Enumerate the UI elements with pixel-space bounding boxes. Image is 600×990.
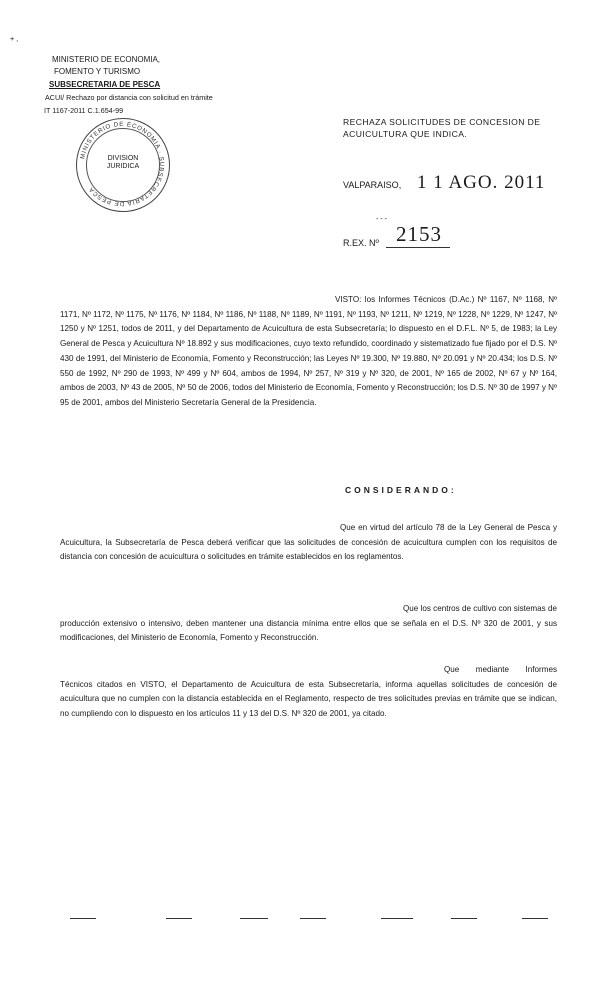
considerando-heading: CONSIDERANDO: <box>345 485 457 495</box>
considerando-paragraph-1: Que en virtud del artículo 78 de la Ley General de Pesca y Acuicultura, la Subsecretaría de Pesca deberá verificar que las solicitudes de concesión de acuicultura cumplen con los requisitos de distancia con concesión de acuicultura o solicitudes en trámite establecidos en los reglamentos. <box>60 523 557 562</box>
signature-line-6 <box>451 918 477 919</box>
subject-line-2: ACUICULTURA QUE INDICA. <box>343 129 468 139</box>
ministry-line-2: FOMENTO Y TURISMO <box>54 67 141 76</box>
considerando-paragraph-2: Que los centros de cultivo con sistemas de producción extensivo o intensivo, deben mantener una distancia mínima entre ellos que se señala en el D.S. Nº 320 de 2001, y sus modificaciones, del Ministerio de Economía, Fomento y Reconstrucción. <box>60 604 557 643</box>
ministry-line-1: MINISTERIO DE ECONOMIA, <box>52 55 161 64</box>
considerando-paragraph-3: Que mediante Informes Técnicos citados en VISTO, el Departamento de Acuicultura de esta Subsecretaría, informa aquellas solicitudes de concesión de acuicultura que no cumplen con la distancia establecida en el Reglamento, respecto de tres solicitudes previas en trámite que se indican, no cumpliendo con lo dispuesto en los artículos 11 y 13 del D.S. Nº 320 de 2001, ya citado. <box>60 665 557 719</box>
signature-line-1 <box>70 918 96 919</box>
signature-line-5 <box>381 918 413 919</box>
resolution-subject <box>343 116 558 140</box>
signature-line-2 <box>166 918 192 919</box>
acui-reference: ACUI/ Rechazo por distancia con solicitud en trámite <box>45 93 213 102</box>
signature-line-3 <box>240 918 268 919</box>
rex-label: R.EX. Nº <box>343 238 379 248</box>
division-juridica-stamp <box>76 118 170 212</box>
rex-underline <box>386 247 450 248</box>
visto-paragraph: VISTO: los Informes Técnicos (D.Ac.) Nº 1167, Nº 1168, Nº 1171, Nº 1172, Nº 1175, Nº 1176, Nº 1184, Nº 1186, Nº 1188, Nº 1189, Nº 1191, Nº 1193, Nº 1211, Nº 1219, Nº 1228, Nº 1229, Nº 1247, Nº 1250 y Nº 1251, todos de 2011, y del Departamento de Acuicultura de esta Subsecretaría; lo dispuesto en el D.F.L. Nº 5, de 1983; la Ley General de Pesca y Acuicultura Nº 18.892 y sus modificaciones, cuyo texto refundido, coordinado y sistematizado fue fijado por el D.S. Nº 430 de 1991, del Ministerio de Economía, Fomento y Reconstrucción; las Leyes Nº 19.300, Nº 19.880, Nº 20.091 y Nº 20.434; los D.S. Nº 550 de 1992, Nº 290 de 1993, Nº 499 y Nº 604, ambos de 1994, Nº 257, Nº 319 y Nº 320, de 2001, Nº 165 de 2002, Nº 67 y Nº 164, ambos de 2003, Nº 43 de 2005, Nº 50 de 2006, todos del Ministerio de Economía, Fomento y Reconstrucción; los D.S. Nº 30 de 1997 y Nº 95 de 2001, ambos del Ministerio Secretaría General de la Presidencia. <box>60 295 557 407</box>
rex-number: 2153 <box>396 222 442 246</box>
place: VALPARAISO, <box>343 180 402 190</box>
signature-line-4 <box>300 918 326 919</box>
stamp-center-text <box>98 155 148 171</box>
stamp-ring-text: MINISTERIO DE ECONOMIA · SUBSECRETARIA DE PESCA <box>79 120 166 208</box>
resolution-date: 1 1 AGO. 2011 <box>417 172 546 193</box>
subsecretaria-title: SUBSECRETARIA DE PESCA <box>49 80 161 89</box>
rex-mark: ‑ ‑ ‑ <box>376 214 387 223</box>
it-reference: IT 1167-2011 C.1.654-99 <box>44 106 124 115</box>
subject-line-1: RECHAZA SOLICITUDES DE CONCESION DE <box>343 117 541 127</box>
stamp-center-line-1: DIVISION <box>107 155 139 162</box>
stamp-center-line-2: JURIDICA <box>106 163 140 170</box>
corner-mark: + , <box>10 34 19 43</box>
signature-line-7 <box>522 918 548 919</box>
